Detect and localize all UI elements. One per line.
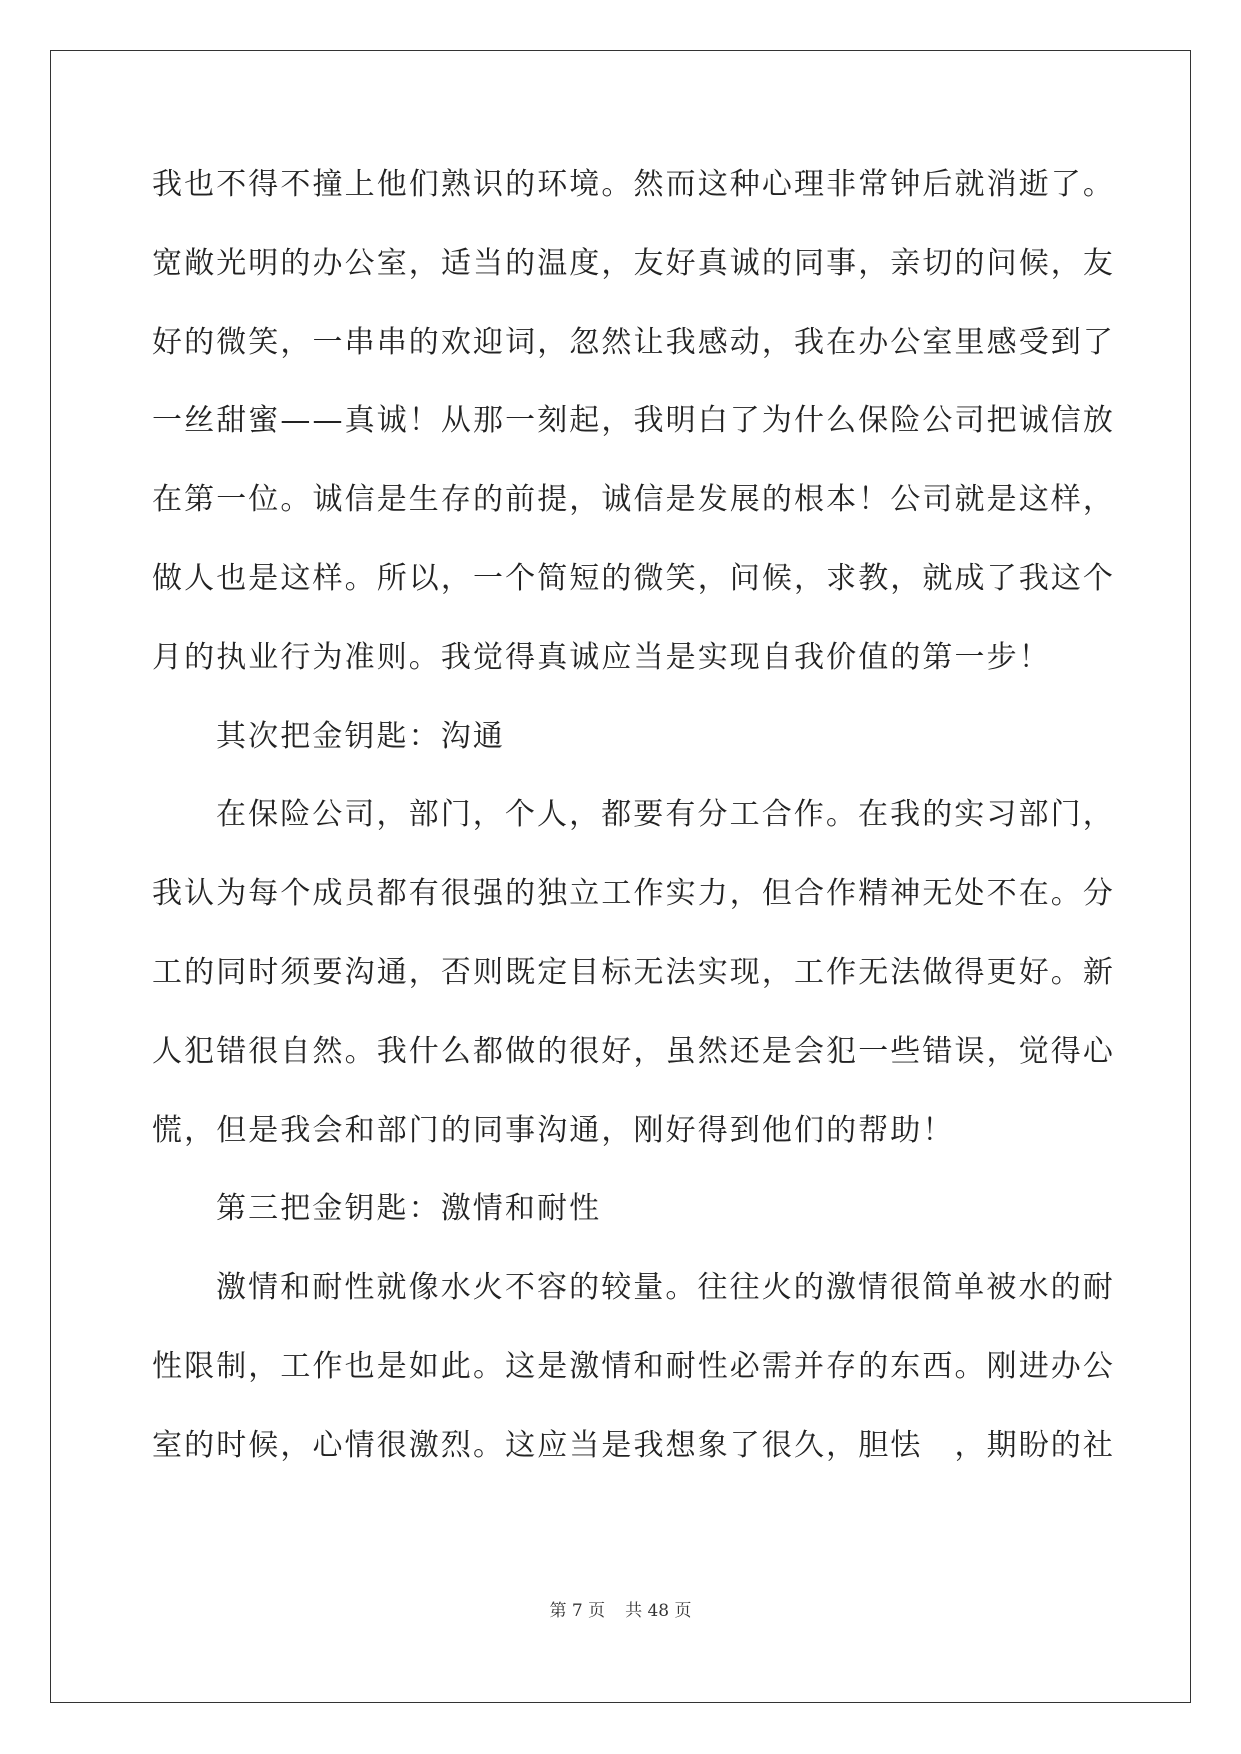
- text-line: 我认为每个成员都有很强的独立工作实力，但合作精神无处不在。分: [152, 876, 1115, 912]
- document-body: [152, 167, 1115, 1508]
- text-line: 好的微笑，一串串的欢迎词，忽然让我感动，我在办公室里感受到了: [152, 324, 1115, 360]
- text-line: 室的时候，心情很激烈。这应当是我想象了很久，胆怯 ，期盼的社: [152, 1427, 1115, 1463]
- paragraph-start: 在保险公司，部门，个人，都要有分工合作。在我的实习部门，: [216, 797, 1115, 833]
- page-total: 共 48 页: [625, 1601, 692, 1621]
- page-footer: [0, 1596, 1241, 1621]
- page-number: 第 7 页: [549, 1601, 606, 1621]
- text-line: 工的同时须要沟通，否则既定目标无法实现，工作无法做得更好。新: [152, 954, 1115, 990]
- paragraph-start: 激情和耐性就像水火不容的较量。往往火的激情很简单被水的耐: [216, 1270, 1115, 1306]
- text-line: 月的执业行为准则。我觉得真诚应当是实现自我价值的第一步！: [152, 639, 1051, 675]
- text-line: 在第一位。诚信是生存的前提，诚信是发展的根本！公司就是这样，: [152, 482, 1115, 518]
- section-heading: 其次把金钥匙：沟通: [216, 718, 505, 754]
- text-line: 慌，但是我会和部门的同事沟通，刚好得到他们的帮助！: [152, 1112, 955, 1148]
- text-line: 人犯错很自然。我什么都做的很好，虽然还是会犯一些错误，觉得心: [152, 1033, 1115, 1069]
- text-line: 一丝甜蜜——真诚！从那一刻起，我明白了为什么保险公司把诚信放: [152, 403, 1115, 439]
- text-line: 我也不得不撞上他们熟识的环境。然而这种心理非常钟后就消逝了。: [152, 167, 1115, 202]
- section-heading: 第三把金钥匙：激情和耐性: [216, 1191, 602, 1227]
- text-line: 宽敞光明的办公室，适当的温度，友好真诚的同事，亲切的问候，友: [152, 245, 1115, 281]
- text-line: 性限制，工作也是如此。这是激情和耐性必需并存的东西。刚进办公: [152, 1348, 1115, 1384]
- text-line: 做人也是这样。所以，一个简短的微笑，问候，求教，就成了我这个: [152, 560, 1115, 596]
